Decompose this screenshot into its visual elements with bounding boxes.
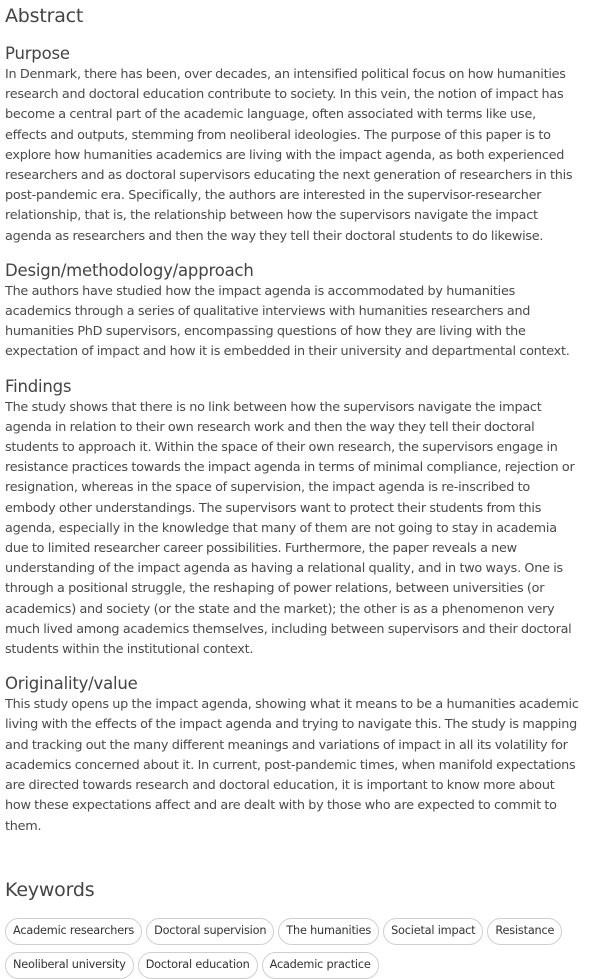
findings-heading: Findings bbox=[5, 376, 72, 396]
keyword-chip[interactable]: Neoliberal university bbox=[5, 952, 134, 979]
design-heading: Design/methodology/approach bbox=[5, 260, 254, 280]
purpose-text: In Denmark, there has been, over decades, an intensified political focus on how humanities research and doctoral education contribute to society. In this vein, the notion of impact has become a central part of the academic language, often associated with terms like use, effects and outputs, stemming from neoliberal ideologies. The purpose of this paper is to explore how humanities academics are living with the impact agenda, as both experienced researchers and as doctoral supervisors educating the next generation of researchers in this post-pandemic era. Specifically, the authors are interested in the supervisor-researcher relationship, that is, the relationship between how the supervisors navigate the impact agenda as researchers and then the way they tell their doctoral students to do likewise. bbox=[5, 67, 573, 244]
keyword-chip[interactable]: Societal impact bbox=[383, 918, 483, 945]
keyword-list bbox=[5, 918, 575, 979]
findings-text: The study shows that there is no link between how the supervisors navigate the impact agenda in relation to their own research work and then the way they tell their doctoral students to approach it. Within the space of their own research, the supervisors engage in resistance practices towards the impact agenda in terms of minimal compliance, rejection or resignation, whereas in the space of supervision, the impact agenda is re-inscribed to embody other understandings. The supervisors want to protect their students from this agenda, especially in the knowledge that many of them are not going to stay in academia due to limited researcher career possibilities. Furthermore, the paper reveals a new understanding of the impact agenda as having a relational quality, and in two ways. One is through a positional struggle, the reshaping of power relations, between universities (or academics) and society (or the state and the market); the other is as a phenomenon very much lived among academics themselves, including between supervisors and their doctoral students within the institutional context. bbox=[5, 399, 575, 658]
keyword-chip[interactable]: Academic researchers bbox=[5, 918, 142, 945]
keyword-chip[interactable]: Resistance bbox=[487, 918, 562, 945]
originality-text: This study opens up the impact agenda, showing what it means to be a humanities academic living with the effects of the impact agenda and trying to navigate this. The study is mapping and tracking out the many different meanings and variations of impact in all its volatility for academics concerned about it. In current, post-pandemic times, when manifold expectations are directed towards research and doctoral education, it is important to know more about how these expectations affect and are dealt with by those who are expected to commit to them. bbox=[5, 697, 579, 834]
abstract-heading: Abstract bbox=[5, 5, 84, 27]
design-text: The authors have studied how the impact agenda is accommodated by humanities academics through a series of qualitative interviews with humanities researchers and humanities PhD supervisors, encompassing questions of how they are living with the expectation of impact and how it is embedded in their university and departmental context. bbox=[5, 283, 570, 360]
keyword-chip[interactable]: Doctoral supervision bbox=[146, 918, 274, 945]
originality-heading: Originality/value bbox=[5, 674, 138, 694]
design-section bbox=[5, 260, 581, 363]
keyword-chip[interactable]: Doctoral education bbox=[138, 952, 258, 979]
purpose-heading: Purpose bbox=[5, 44, 70, 63]
keyword-chip[interactable]: The humanities bbox=[278, 918, 379, 945]
originality-section bbox=[5, 673, 581, 836]
purpose-section bbox=[5, 43, 581, 247]
findings-section bbox=[5, 376, 581, 661]
keyword-chip[interactable]: Academic practice bbox=[262, 952, 379, 979]
keywords-heading: Keywords bbox=[5, 878, 95, 901]
